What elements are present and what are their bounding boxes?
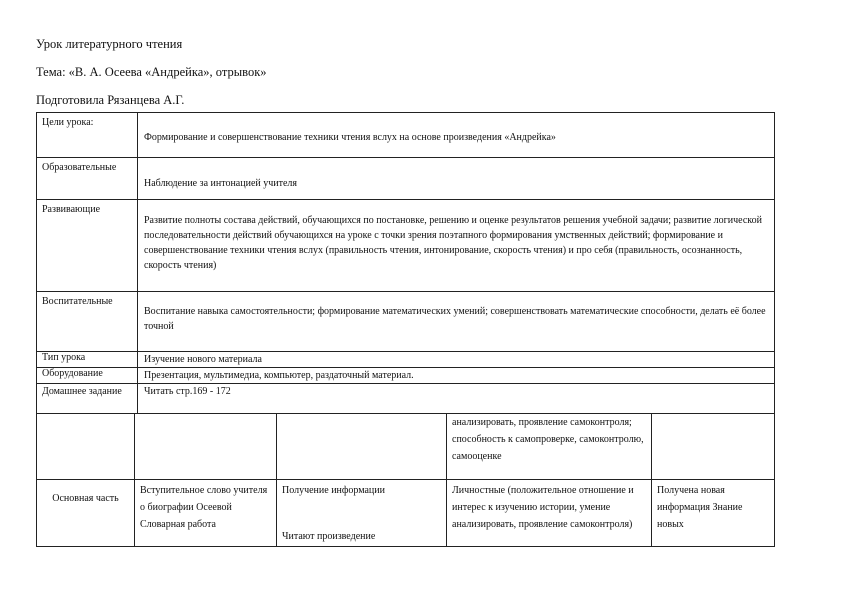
result-cell: Получена новая информация Знание новых <box>652 480 775 547</box>
student-activity-1: Получение информации <box>282 485 385 496</box>
stage-name: Основная часть <box>37 480 135 547</box>
row-value: Изучение нового материала <box>138 352 775 368</box>
cell <box>135 414 277 480</box>
row-value: Формирование и совершенствование техники чтения вслух на основе произведения «Андрейка» <box>138 113 775 158</box>
row-label: Воспитательные <box>37 292 138 352</box>
row-label: Тип урока <box>37 352 138 368</box>
row-value: Презентация, мультимедиа, компьютер, раздаточный материал. <box>138 368 775 384</box>
table-row <box>37 352 775 368</box>
row-value: Развитие полноты состава действий, обучающихся по постановке, решению и оценке результатов решения учебной задачи; развитие логической последовательности действий обучающихся на уроке с точки зрения поэтапного формирования умственных действий; формирование и совершенствование техники чтения вслух (правильность чтения, интонирование, скорость чтения) и про себя (правильность, осознанность, скорость чтения) <box>138 200 775 292</box>
table-row <box>37 368 775 384</box>
student-activity <box>277 480 447 547</box>
row-label: Цели урока: <box>37 113 138 158</box>
table-row <box>37 480 775 547</box>
stages-table <box>36 413 775 547</box>
row-value: Читать стр.169 - 172 <box>138 384 775 414</box>
cell <box>37 414 135 480</box>
table-row <box>37 292 775 352</box>
table-row <box>37 158 775 200</box>
cell <box>652 414 775 480</box>
row-label: Домашнее задание <box>37 384 138 414</box>
cell: анализировать, проявление самоконтроля; способность к самопроверке, самоконтролю, самооценке <box>447 414 652 480</box>
table-row <box>37 200 775 292</box>
lesson-title: Урок литературного чтения <box>36 37 183 51</box>
row-value: Наблюдение за интонацией учителя <box>138 158 775 200</box>
row-label: Образовательные <box>37 158 138 200</box>
lesson-topic: Тема: «В. А. Осеева «Андрейка», отрывок» <box>36 65 267 79</box>
uud-cell: Личностные (положительное отношение и интерес к изучению истории, умение анализировать, проявление самоконтроля) <box>447 480 652 547</box>
student-activity-2: Читают произведение <box>282 531 376 542</box>
table-row <box>37 414 775 480</box>
cell <box>277 414 447 480</box>
row-label: Развивающие <box>37 200 138 292</box>
row-value: Воспитание навыка самостоятельности; формирование математических умений; совершенствовать математические способности, делать её более точной <box>138 292 775 352</box>
goals-table <box>36 112 775 414</box>
lesson-author: Подготовила Рязанцева А.Г. <box>36 93 185 107</box>
row-label: Оборудование <box>37 368 138 384</box>
table-row <box>37 384 775 414</box>
table-row <box>37 113 775 158</box>
teacher-activity: Вступительное слово учителя о биографии Осеевой Словарная работа <box>135 480 277 547</box>
